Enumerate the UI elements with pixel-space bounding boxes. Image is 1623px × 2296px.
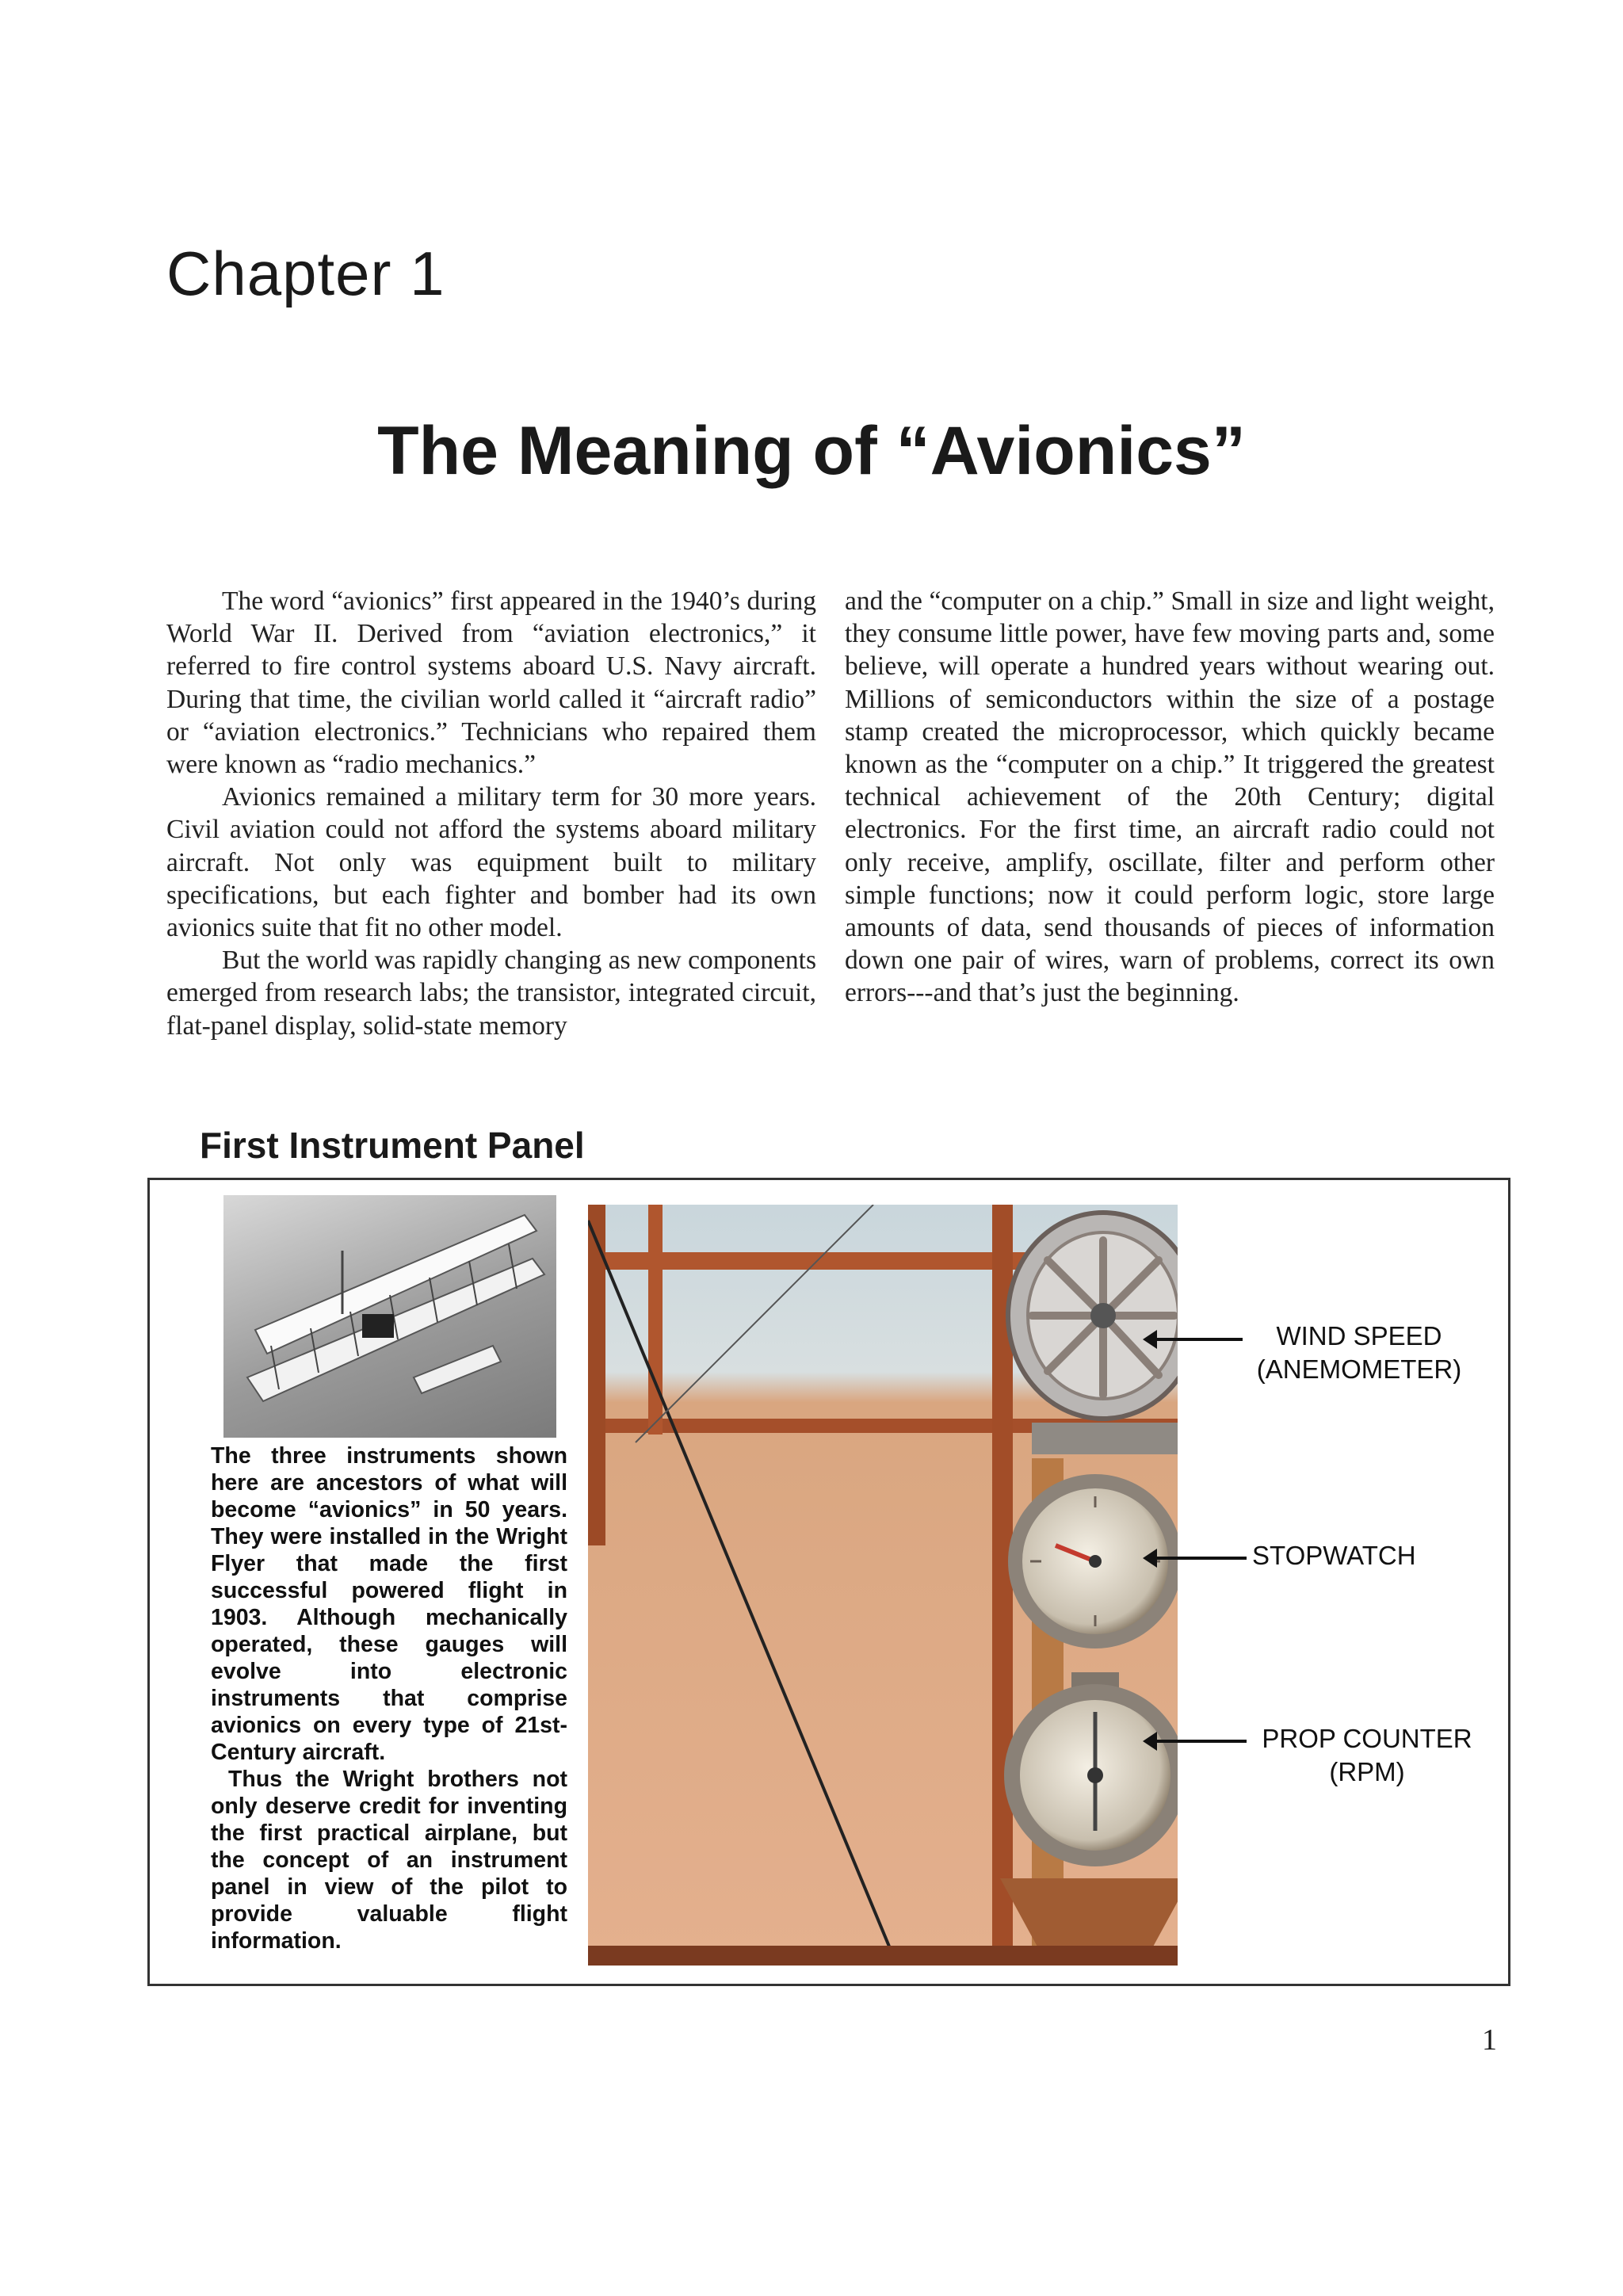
wright-flyer-illustration — [223, 1195, 556, 1438]
chapter-title: The Meaning of “Avionics” — [377, 413, 1246, 489]
wind-speed-label-line2: (ANEMOMETER) — [1256, 1354, 1462, 1384]
page-number: 1 — [1482, 2023, 1497, 2057]
body-right-column — [845, 585, 1495, 1010]
paragraph-military-term: Avionics remained a military term for 30 more years. Civil aviation could not afford the systems aboard military aircraft. Not only was equipment built to military specifications, but each fighter and bomber had its own avionics suite that fit no other model. — [166, 782, 816, 943]
figure-heading: First Instrument Panel — [200, 1125, 585, 1166]
chapter-label: Chapter 1 — [166, 239, 445, 308]
wright-flyer-photo — [223, 1195, 556, 1438]
instrument-panel-illustration — [588, 1205, 1178, 1966]
paragraph-computer-on-chip: and the “computer on a chip.” Small in size and light weight, they consume little power, have few moving parts and, some believe, will operate a hundred years without wearing out. Millions of semiconductors within the size of a postage stamp created the microprocessor, which quickly became known as the “computer on a chip.” It triggered the greatest technical achievement of the 20th Century; digital electronics. For the first time, an aircraft radio could not only receive, amplify, oscillate, filter and perform other simple functions; now it could perform logic, store large amounts of data, send thousands of pieces of information down one pair of wires, warn of problems, correct its own errors---and that’s just the beginning. — [845, 586, 1495, 1008]
stopwatch-label: STOPWATCH — [1252, 1541, 1416, 1570]
wind-speed-label-line1: WIND SPEED — [1276, 1321, 1442, 1350]
instrument-panel-scene — [588, 1205, 1178, 1966]
prop-counter-label-line1: PROP COUNTER — [1262, 1724, 1472, 1753]
paragraph-origin: The word “avionics” first appeared in the 1940’s during World War II. Derived from “aviation electronics,” it referred to fire control systems aboard U.S. Navy aircraft. During that time, the civilian world called it “aircraft radio” or “aviation electronics.” Technicians who repaired them were known as “radio mechanics.” — [166, 586, 816, 780]
figure-caption — [211, 1442, 567, 1954]
body-left-column — [166, 585, 816, 1042]
stopwatch-arrow — [1155, 1557, 1247, 1560]
wind-speed-label — [1248, 1320, 1470, 1386]
prop-counter-label — [1252, 1722, 1482, 1789]
prop-counter-arrow — [1155, 1740, 1247, 1743]
wind-speed-arrow — [1155, 1338, 1243, 1341]
paragraph-world-changing: But the world was rapidly changing as new components emerged from research labs; the transistor, integrated circuit, flat-panel display, solid-state memory — [166, 946, 816, 1041]
prop-counter-label-line2: (RPM) — [1329, 1757, 1405, 1786]
caption-paragraph-1: The three instruments shown here are ancestors of what will become “avionics” in 50 years. They were installed in the Wright Flyer that made the first successful powered flight in 1903. Although mechanically operated, these gauges will evolve into electronic instruments that comprise avionics on every type of 21st-Century aircraft. — [211, 1443, 567, 1765]
caption-paragraph-2: Thus the Wright brothers not only deserve credit for inventing the first practical airplane, but the concept of an instrument panel in view of the pilot to provide valuable flight information. — [211, 1767, 567, 1954]
